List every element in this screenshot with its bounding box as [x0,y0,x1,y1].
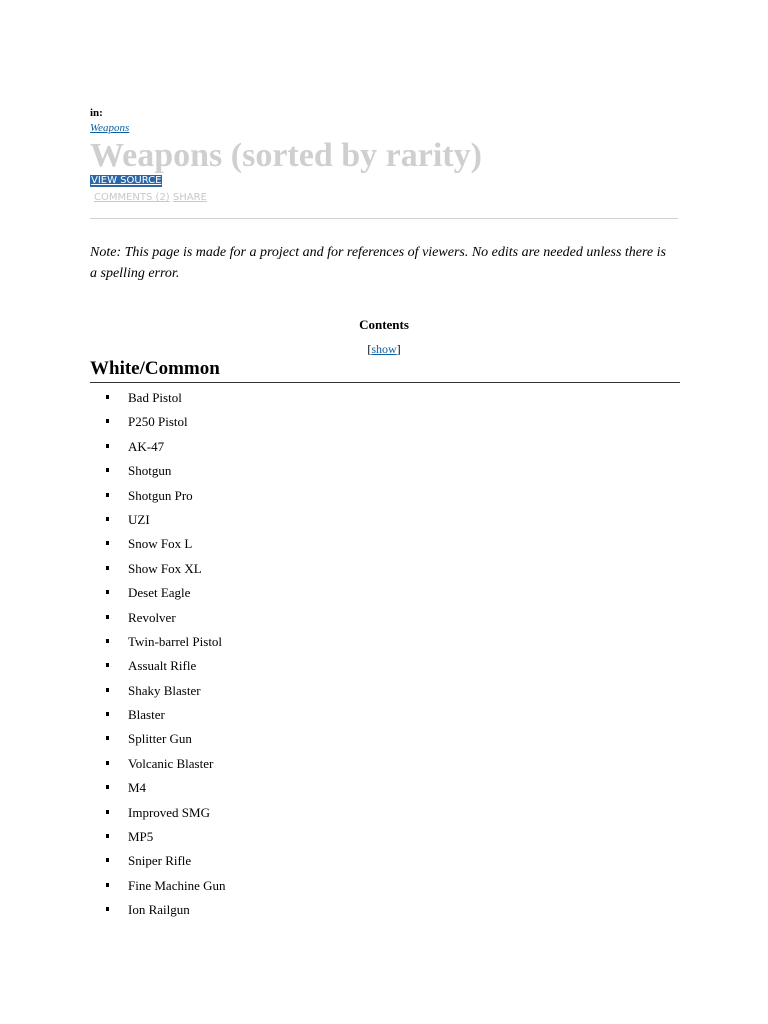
bullet-icon [106,590,109,594]
bullet-icon [106,615,109,619]
list-item-label: Shaky Blaster [128,682,201,698]
bullet-icon [106,712,109,716]
list-item-label: Shotgun Pro [128,487,193,503]
list-item-label: Fine Machine Gun [128,877,226,893]
list-item [90,827,225,851]
list-item [90,461,225,485]
bullet-icon [106,541,109,545]
bullet-icon [106,883,109,887]
page-title: Weapons (sorted by rarity) [90,137,482,174]
list-item [90,486,225,510]
toc-title: Contents [359,317,409,332]
list-item-label: Snow Fox L [128,536,193,552]
list-item [90,412,225,436]
bullet-icon [106,517,109,521]
list-item [90,632,225,656]
view-source-button[interactable]: VIEW SOURCE [91,175,162,186]
list-item-label: Ion Railgun [128,902,190,918]
bullet-icon [106,663,109,667]
list-item-label: Improved SMG [128,804,210,820]
list-item-label: Deset Eagle [128,585,191,601]
list-item [90,851,225,875]
list-item-label: P250 Pistol [128,414,188,430]
bullet-icon [106,493,109,497]
list-item [90,681,225,705]
list-item-label: Blaster [128,707,165,723]
list-item [90,656,225,680]
list-item-label: Revolver [128,609,176,625]
list-item [90,754,225,778]
list-item [90,510,225,534]
toc-toggle [90,342,678,357]
list-item [90,729,225,753]
list-item-label: Bad Pistol [128,390,182,405]
list-item [90,559,225,583]
list-item [90,876,225,900]
list-item [90,534,225,558]
list-item-label: MP5 [128,829,154,845]
list-item-label: AK-47 [128,438,165,454]
bullet-icon [106,419,109,423]
list-item-label: Twin-barrel Pistol [128,633,223,649]
list-item-label: Splitter Gun [128,731,192,747]
weapon-list [90,388,225,925]
bullet-icon [106,444,109,448]
toc-bracket-open: [ [367,342,372,356]
bullet-icon [106,395,109,399]
bullet-icon [106,736,109,740]
header-divider [90,218,678,219]
list-item-label: M4 [128,780,147,796]
list-item-label: Volcanic Blaster [128,755,214,771]
list-item-label: Show Fox XL [128,560,202,576]
category-prefix: in: [90,107,103,119]
list-item-label: Shotgun [128,463,172,479]
comments-link[interactable]: COMMENTS (2) [94,192,170,203]
toc-show-link[interactable]: show [371,342,397,356]
list-item [90,705,225,729]
list-item [90,803,225,827]
list-item [90,388,225,412]
section-heading-white-common: White/Common [90,358,220,379]
page-note: Note: This page is made for a project and for references of viewers. No edits are needed unless there is a spelling error. [90,245,666,281]
bullet-icon [106,785,109,789]
bullet-icon [106,468,109,472]
bullet-icon [106,688,109,692]
list-item-label: Assualt Rifle [128,658,197,674]
bullet-icon [106,834,109,838]
list-item [90,778,225,802]
share-link[interactable]: SHARE [172,192,207,203]
bullet-icon [106,810,109,814]
category-link-weapons[interactable]: Weapons [90,122,130,134]
bullet-icon [106,907,109,911]
bullet-icon [106,566,109,570]
list-item [90,583,225,607]
list-item-label: UZI [128,511,150,527]
list-item [90,437,225,461]
list-item [90,900,225,924]
toc-bracket-close: ] [396,342,401,356]
page-actions [94,192,207,203]
bullet-icon [106,761,109,765]
bullet-icon [106,639,109,643]
list-item [90,608,225,632]
list-item-label: Sniper Rifle [128,853,192,869]
bullet-icon [106,858,109,862]
section-divider [90,382,680,383]
